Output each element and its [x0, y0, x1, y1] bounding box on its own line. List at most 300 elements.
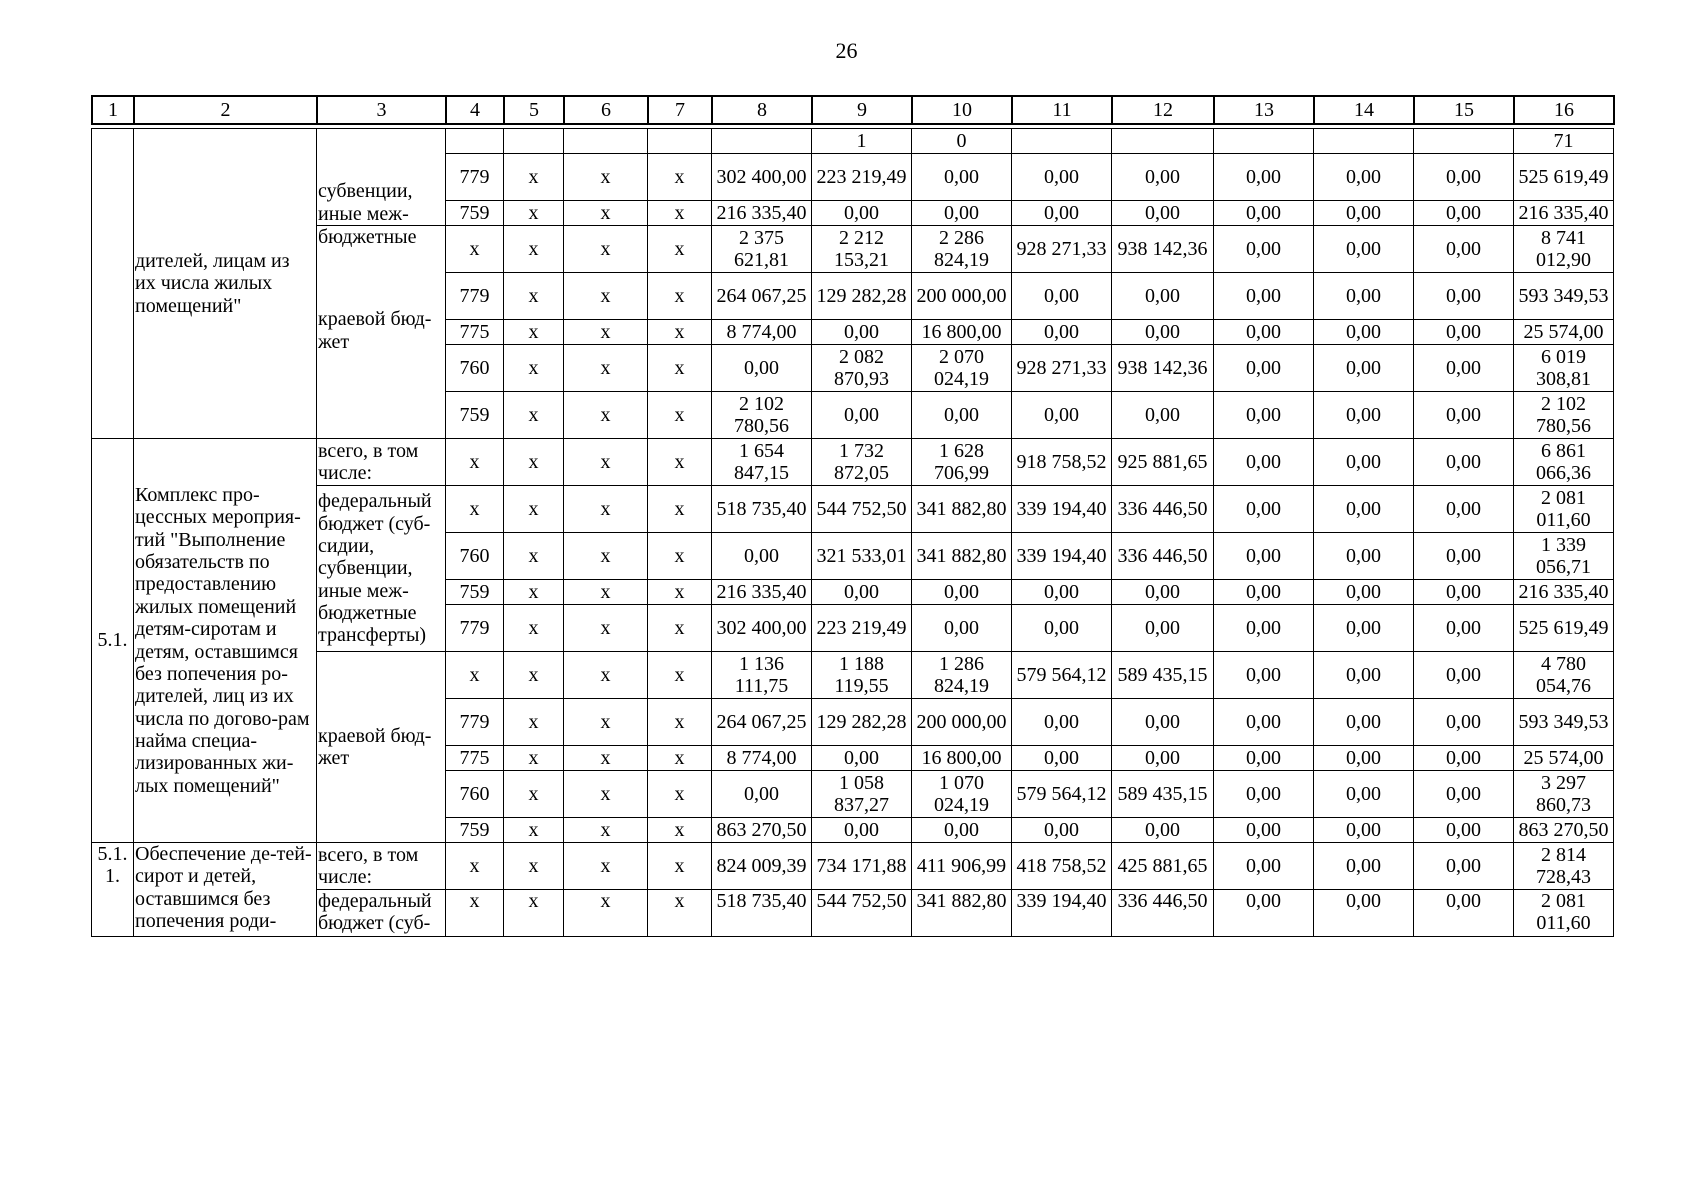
table-cell: x — [564, 273, 648, 320]
table-cell: 779 — [446, 699, 504, 746]
table-cell: x — [564, 392, 648, 439]
table-cell: x — [504, 392, 564, 439]
table-cell: 760 — [446, 345, 504, 392]
table-cell: 2 102 780,56 — [712, 392, 812, 439]
table-row — [92, 652, 1614, 699]
table-cell: 759 — [446, 392, 504, 439]
table-cell: x — [648, 345, 712, 392]
table-cell: 0,00 — [1214, 320, 1314, 345]
table-cell: 0,00 — [1314, 580, 1414, 605]
table-cell: 759 — [446, 580, 504, 605]
table-cell: 0,00 — [1214, 843, 1314, 890]
table-cell: 925 881,65 — [1112, 439, 1214, 486]
table-cell: x — [504, 890, 564, 937]
table-cell: 6 019 308,81 — [1514, 345, 1614, 392]
table-cell: 302 400,00 — [712, 605, 812, 652]
table-cell: 0,00 — [812, 392, 912, 439]
table-cell: x — [648, 486, 712, 533]
table-cell: 1 339 056,71 — [1514, 533, 1614, 580]
col-header: 16 — [1514, 96, 1614, 124]
table-cell: x — [648, 746, 712, 771]
table-cell: 0,00 — [1414, 652, 1514, 699]
table-cell: x — [504, 486, 564, 533]
table-cell: x — [446, 652, 504, 699]
table-cell: 0,00 — [1112, 605, 1214, 652]
table-cell: 0,00 — [1214, 699, 1314, 746]
table-cell: 0,00 — [1414, 746, 1514, 771]
table-cell: 0,00 — [1112, 818, 1214, 843]
table-cell: 425 881,65 — [1112, 843, 1214, 890]
table-cell: x — [564, 818, 648, 843]
table-cell: 0,00 — [1012, 320, 1112, 345]
table-cell: 1 286 824,19 — [912, 652, 1012, 699]
col-header: 4 — [446, 96, 504, 124]
table-cell: x — [564, 201, 648, 226]
table-cell: 25 574,00 — [1514, 320, 1614, 345]
table-cell — [446, 129, 504, 154]
table-cell: x — [446, 486, 504, 533]
table-cell: 0,00 — [1314, 699, 1414, 746]
table-cell: 0,00 — [712, 771, 812, 818]
table-cell: x — [564, 652, 648, 699]
table-cell: x — [504, 201, 564, 226]
table-cell: 0,00 — [1314, 439, 1414, 486]
table-cell: 0,00 — [1012, 154, 1112, 201]
event-name-cell: дителей, лицам из их числа жилых помещений" — [134, 129, 317, 439]
table-cell: 759 — [446, 818, 504, 843]
table-cell: 0,00 — [1414, 699, 1514, 746]
funding-source-cell: всего, в том числе: — [317, 439, 446, 486]
table-cell: x — [504, 533, 564, 580]
table-cell: 0,00 — [1112, 320, 1214, 345]
table-cell: 336 446,50 — [1112, 890, 1214, 937]
table-cell: 0,00 — [1214, 439, 1314, 486]
table-cell: 16 800,00 — [912, 320, 1012, 345]
table-cell: 411 906,99 — [912, 843, 1012, 890]
table-cell: 734 171,88 — [812, 843, 912, 890]
table-cell: 544 752,50 — [812, 890, 912, 937]
table-cell: 938 142,36 — [1112, 345, 1214, 392]
table-cell: 0,00 — [1112, 392, 1214, 439]
table-cell: x — [564, 345, 648, 392]
table-cell: 0,00 — [1414, 818, 1514, 843]
col-header: 8 — [712, 96, 812, 124]
funding-source-cell: краевой бюд-жет — [317, 652, 446, 843]
table-cell: x — [504, 652, 564, 699]
table-cell: 1 058 837,27 — [812, 771, 912, 818]
table-cell: 0 — [912, 129, 1012, 154]
table-cell: 0,00 — [1314, 771, 1414, 818]
table-cell: 2 212 153,21 — [812, 226, 912, 273]
table-cell: 0,00 — [1314, 818, 1414, 843]
table-cell: x — [564, 533, 648, 580]
table-cell: 264 067,25 — [712, 273, 812, 320]
table-cell: x — [648, 843, 712, 890]
table-cell: 16 800,00 — [912, 746, 1012, 771]
table-cell: 0,00 — [1414, 439, 1514, 486]
table-cell: 1 070 024,19 — [912, 771, 1012, 818]
table-cell: 341 882,80 — [912, 533, 1012, 580]
table-cell: 341 882,80 — [912, 486, 1012, 533]
funding-source-label: субвенции, иные меж- — [318, 180, 413, 225]
table-cell: x — [564, 890, 648, 937]
funding-source-cell: федеральный бюджет (суб-сидии, субвенции, иные меж-бюджетные трансферты) — [317, 486, 446, 652]
funding-source-label: бюджетные — [318, 226, 417, 248]
table-cell: 0,00 — [1012, 699, 1112, 746]
table-cell: 0,00 — [1214, 818, 1314, 843]
table-cell: x — [564, 605, 648, 652]
table-cell: 0,00 — [1414, 392, 1514, 439]
table-cell: x — [504, 320, 564, 345]
table-cell: 0,00 — [712, 345, 812, 392]
table-cell: 0,00 — [1414, 154, 1514, 201]
col-header: 3 — [317, 96, 446, 124]
table-cell: x — [504, 818, 564, 843]
table-cell: 336 446,50 — [1112, 533, 1214, 580]
table-cell: 0,00 — [1414, 320, 1514, 345]
table-cell: 418 758,52 — [1012, 843, 1112, 890]
table-cell: 0,00 — [1214, 201, 1314, 226]
table-cell: x — [648, 890, 712, 937]
table-cell: 518 735,40 — [712, 486, 812, 533]
table-cell: 0,00 — [1112, 273, 1214, 320]
table-cell: 1 654 847,15 — [712, 439, 812, 486]
table-cell — [564, 129, 648, 154]
table-cell: 0,00 — [1012, 580, 1112, 605]
table-cell: x — [648, 273, 712, 320]
table-cell: 0,00 — [1012, 392, 1112, 439]
table-cell: 0,00 — [1314, 533, 1414, 580]
table-cell: x — [504, 345, 564, 392]
table-cell: 2 286 824,19 — [912, 226, 1012, 273]
table-cell: 8 774,00 — [712, 320, 812, 345]
table-cell: 339 194,40 — [1012, 533, 1112, 580]
table-cell: 0,00 — [1414, 486, 1514, 533]
table-cell: 336 446,50 — [1112, 486, 1214, 533]
table-cell: 0,00 — [1214, 226, 1314, 273]
table-cell: 760 — [446, 533, 504, 580]
table-cell: 0,00 — [1414, 890, 1514, 937]
table-row — [92, 843, 1614, 890]
table-cell: 223 219,49 — [812, 154, 912, 201]
table-cell: 0,00 — [912, 580, 1012, 605]
table-cell: x — [504, 580, 564, 605]
col-header: 14 — [1314, 96, 1414, 124]
table-cell — [1012, 129, 1112, 154]
table-cell: x — [564, 226, 648, 273]
table-cell: 0,00 — [812, 580, 912, 605]
table-cell: 0,00 — [1012, 273, 1112, 320]
table-cell: x — [564, 486, 648, 533]
col-header: 6 — [564, 96, 648, 124]
table-cell: 0,00 — [1314, 746, 1414, 771]
table-cell: 0,00 — [1314, 890, 1414, 937]
section-number-cell — [92, 129, 134, 439]
col-header: 9 — [812, 96, 912, 124]
table-cell: 0,00 — [1214, 486, 1314, 533]
table-cell: 0,00 — [1414, 771, 1514, 818]
table-cell: 0,00 — [1414, 273, 1514, 320]
table-cell: 0,00 — [1314, 486, 1414, 533]
table-cell: 0,00 — [1214, 746, 1314, 771]
table-cell: 216 335,40 — [1514, 580, 1614, 605]
table-cell: 0,00 — [1414, 843, 1514, 890]
table-cell: x — [648, 201, 712, 226]
table-cell: 1 — [812, 129, 912, 154]
table-cell: x — [504, 439, 564, 486]
table-cell: 264 067,25 — [712, 699, 812, 746]
table-cell: 0,00 — [1414, 201, 1514, 226]
table-cell: 593 349,53 — [1514, 273, 1614, 320]
table-cell: x — [648, 699, 712, 746]
table-cell: 0,00 — [1112, 699, 1214, 746]
table-cell: 544 752,50 — [812, 486, 912, 533]
table-cell: x — [446, 843, 504, 890]
table-cell: x — [446, 439, 504, 486]
table-cell: 0,00 — [1214, 273, 1314, 320]
table-cell: 0,00 — [1214, 890, 1314, 937]
table-row — [92, 439, 1614, 486]
table-cell: 3 297 860,73 — [1514, 771, 1614, 818]
table-cell: 0,00 — [1314, 320, 1414, 345]
table-cell: x — [564, 771, 648, 818]
table-cell: 200 000,00 — [912, 273, 1012, 320]
table-cell: 0,00 — [912, 818, 1012, 843]
table-cell: 0,00 — [1112, 580, 1214, 605]
table-cell: x — [564, 746, 648, 771]
table-cell: 0,00 — [912, 201, 1012, 226]
funding-source-label: краевой бюд-жет — [318, 308, 432, 353]
table-cell: 216 335,40 — [712, 580, 812, 605]
table-cell: 863 270,50 — [712, 818, 812, 843]
table-cell: 1 732 872,05 — [812, 439, 912, 486]
funding-source-cell: всего, в том числе: — [317, 843, 446, 890]
table-cell: 0,00 — [1214, 345, 1314, 392]
table-cell: 2 081 011,60 — [1514, 486, 1614, 533]
table-cell: 0,00 — [712, 533, 812, 580]
table-cell — [1112, 129, 1214, 154]
table-cell: 6 861 066,36 — [1514, 439, 1614, 486]
table-cell — [504, 129, 564, 154]
table-cell: 0,00 — [1314, 652, 1414, 699]
table-cell: 341 882,80 — [912, 890, 1012, 937]
col-header: 12 — [1112, 96, 1214, 124]
table-cell: 0,00 — [1314, 605, 1414, 652]
table-cell: 824 009,39 — [712, 843, 812, 890]
table-cell: x — [504, 771, 564, 818]
table-cell: 0,00 — [1414, 345, 1514, 392]
table-cell: 1 628 706,99 — [912, 439, 1012, 486]
table-cell: x — [446, 890, 504, 937]
table-cell: x — [504, 154, 564, 201]
table-cell: 593 349,53 — [1514, 699, 1614, 746]
budget-table — [91, 128, 1614, 937]
table-cell: 0,00 — [912, 392, 1012, 439]
table-cell: 775 — [446, 320, 504, 345]
table-row — [92, 129, 1614, 154]
table-cell: x — [648, 771, 712, 818]
table-cell: 775 — [446, 746, 504, 771]
table-cell: 525 619,49 — [1514, 605, 1614, 652]
table-cell: 0,00 — [1314, 154, 1414, 201]
table-cell — [1214, 129, 1314, 154]
funding-source-cell — [317, 129, 446, 226]
table-cell: x — [564, 320, 648, 345]
table-cell: 589 435,15 — [1112, 652, 1214, 699]
table-cell: 200 000,00 — [912, 699, 1012, 746]
table-cell: x — [446, 226, 504, 273]
col-header: 15 — [1414, 96, 1514, 124]
table-cell: 71 — [1514, 129, 1614, 154]
table-cell: 1 136 111,75 — [712, 652, 812, 699]
table-cell: 2 814 728,43 — [1514, 843, 1614, 890]
table-cell: 302 400,00 — [712, 154, 812, 201]
section-number-cell: 5.1. — [92, 439, 134, 843]
table-cell: 2 102 780,56 — [1514, 392, 1614, 439]
table-cell — [1314, 129, 1414, 154]
table-cell: x — [564, 154, 648, 201]
table-cell: 779 — [446, 273, 504, 320]
table-cell: 0,00 — [1314, 392, 1414, 439]
table-cell: 8 774,00 — [712, 746, 812, 771]
table-cell: 0,00 — [1214, 154, 1314, 201]
header-row — [92, 96, 1614, 124]
event-name-cell: Комплекс про-цессных мероприя-тий "Выполнение обязательств по предоставлению жилых помещений детям-сиротам и детям, оставшимся без попечения ро-дителей, лиц из их числа по догово-рам найма специа-лизированных жи-лых помещений" — [134, 439, 317, 843]
table-cell: x — [648, 154, 712, 201]
table-cell: 223 219,49 — [812, 605, 912, 652]
table-cell: x — [648, 818, 712, 843]
table-cell: 0,00 — [1314, 843, 1414, 890]
table-cell: x — [648, 226, 712, 273]
table-cell: 0,00 — [1012, 201, 1112, 226]
table-cell: 579 564,12 — [1012, 652, 1112, 699]
table-cell: 339 194,40 — [1012, 890, 1112, 937]
col-header: 2 — [134, 96, 317, 124]
table-cell: x — [564, 580, 648, 605]
table-cell: 0,00 — [1314, 226, 1414, 273]
col-header: 7 — [648, 96, 712, 124]
funding-source-cell — [317, 226, 446, 439]
table-cell: 8 741 012,90 — [1514, 226, 1614, 273]
table-cell: 0,00 — [1214, 652, 1314, 699]
table-cell: 4 780 054,76 — [1514, 652, 1614, 699]
table-row — [92, 486, 1614, 533]
table-cell: 1 188 119,55 — [812, 652, 912, 699]
table-cell: 0,00 — [812, 746, 912, 771]
section-number-cell: 5.1. 1. — [92, 843, 134, 937]
table-cell: 0,00 — [1414, 226, 1514, 273]
table-cell: x — [504, 843, 564, 890]
table-cell: 129 282,28 — [812, 699, 912, 746]
table-cell: 518 735,40 — [712, 890, 812, 937]
table-cell: 0,00 — [1214, 605, 1314, 652]
table-cell: x — [564, 843, 648, 890]
table-cell: 0,00 — [1112, 154, 1214, 201]
table-cell: 0,00 — [912, 605, 1012, 652]
table-cell: x — [564, 439, 648, 486]
table-cell: x — [648, 320, 712, 345]
table-cell: 2 070 024,19 — [912, 345, 1012, 392]
table-cell: 863 270,50 — [1514, 818, 1614, 843]
table-cell: x — [648, 392, 712, 439]
table-cell: 928 271,33 — [1012, 345, 1112, 392]
table-cell: 216 335,40 — [1514, 201, 1614, 226]
table-cell: 779 — [446, 154, 504, 201]
table-cell: 779 — [446, 605, 504, 652]
table-cell: 339 194,40 — [1012, 486, 1112, 533]
table-cell: x — [648, 533, 712, 580]
col-header: 5 — [504, 96, 564, 124]
table-cell: 525 619,49 — [1514, 154, 1614, 201]
table-cell: 0,00 — [912, 154, 1012, 201]
page-number: 26 — [835, 38, 858, 63]
table-row — [92, 226, 1614, 273]
table-cell: 0,00 — [1314, 345, 1414, 392]
table-cell: 129 282,28 — [812, 273, 912, 320]
table-cell: 759 — [446, 201, 504, 226]
table-cell: 760 — [446, 771, 504, 818]
table-cell: 0,00 — [1012, 605, 1112, 652]
table-cell: 321 533,01 — [812, 533, 912, 580]
table-cell: x — [648, 652, 712, 699]
column-header-table — [91, 95, 1615, 125]
col-header: 10 — [912, 96, 1012, 124]
table-cell: 0,00 — [1012, 746, 1112, 771]
col-header: 13 — [1214, 96, 1314, 124]
funding-source-cell: федеральный бюджет (суб- — [317, 890, 446, 937]
table-cell — [648, 129, 712, 154]
table-cell: 928 271,33 — [1012, 226, 1112, 273]
table-cell: 0,00 — [1214, 771, 1314, 818]
table-cell: 0,00 — [1414, 605, 1514, 652]
table-cell — [1414, 129, 1514, 154]
event-name-cell: Обеспечение де-тей-сирот и детей, оставшимся без попечения роди- — [134, 843, 317, 937]
table-cell: 0,00 — [1112, 201, 1214, 226]
table-cell: x — [504, 699, 564, 746]
table-cell — [712, 129, 812, 154]
table-cell: x — [648, 439, 712, 486]
table-cell: 2 375 621,81 — [712, 226, 812, 273]
table-cell: 579 564,12 — [1012, 771, 1112, 818]
table-cell: 0,00 — [1314, 201, 1414, 226]
table-cell: x — [648, 580, 712, 605]
table-cell: 0,00 — [812, 818, 912, 843]
table-cell: x — [504, 226, 564, 273]
table-cell: x — [504, 746, 564, 771]
table-cell: 0,00 — [1012, 818, 1112, 843]
table-cell: x — [504, 273, 564, 320]
table-cell: x — [564, 699, 648, 746]
table-cell: 2 082 870,93 — [812, 345, 912, 392]
table-cell: 25 574,00 — [1514, 746, 1614, 771]
col-header: 1 — [92, 96, 134, 124]
table-cell: 938 142,36 — [1112, 226, 1214, 273]
table-cell: 918 758,52 — [1012, 439, 1112, 486]
table-cell: x — [504, 605, 564, 652]
table-cell: 0,00 — [1112, 746, 1214, 771]
table-cell: 216 335,40 — [712, 201, 812, 226]
table-cell: 0,00 — [1414, 580, 1514, 605]
table-cell: 0,00 — [1214, 580, 1314, 605]
table-cell: 2 081 011,60 — [1514, 890, 1614, 937]
table-cell: 0,00 — [1314, 273, 1414, 320]
table-row — [92, 890, 1614, 937]
table-cell: 0,00 — [1214, 392, 1314, 439]
table-cell: x — [648, 605, 712, 652]
table-cell: 0,00 — [1414, 533, 1514, 580]
table-cell: 589 435,15 — [1112, 771, 1214, 818]
table-cell: 0,00 — [812, 201, 912, 226]
